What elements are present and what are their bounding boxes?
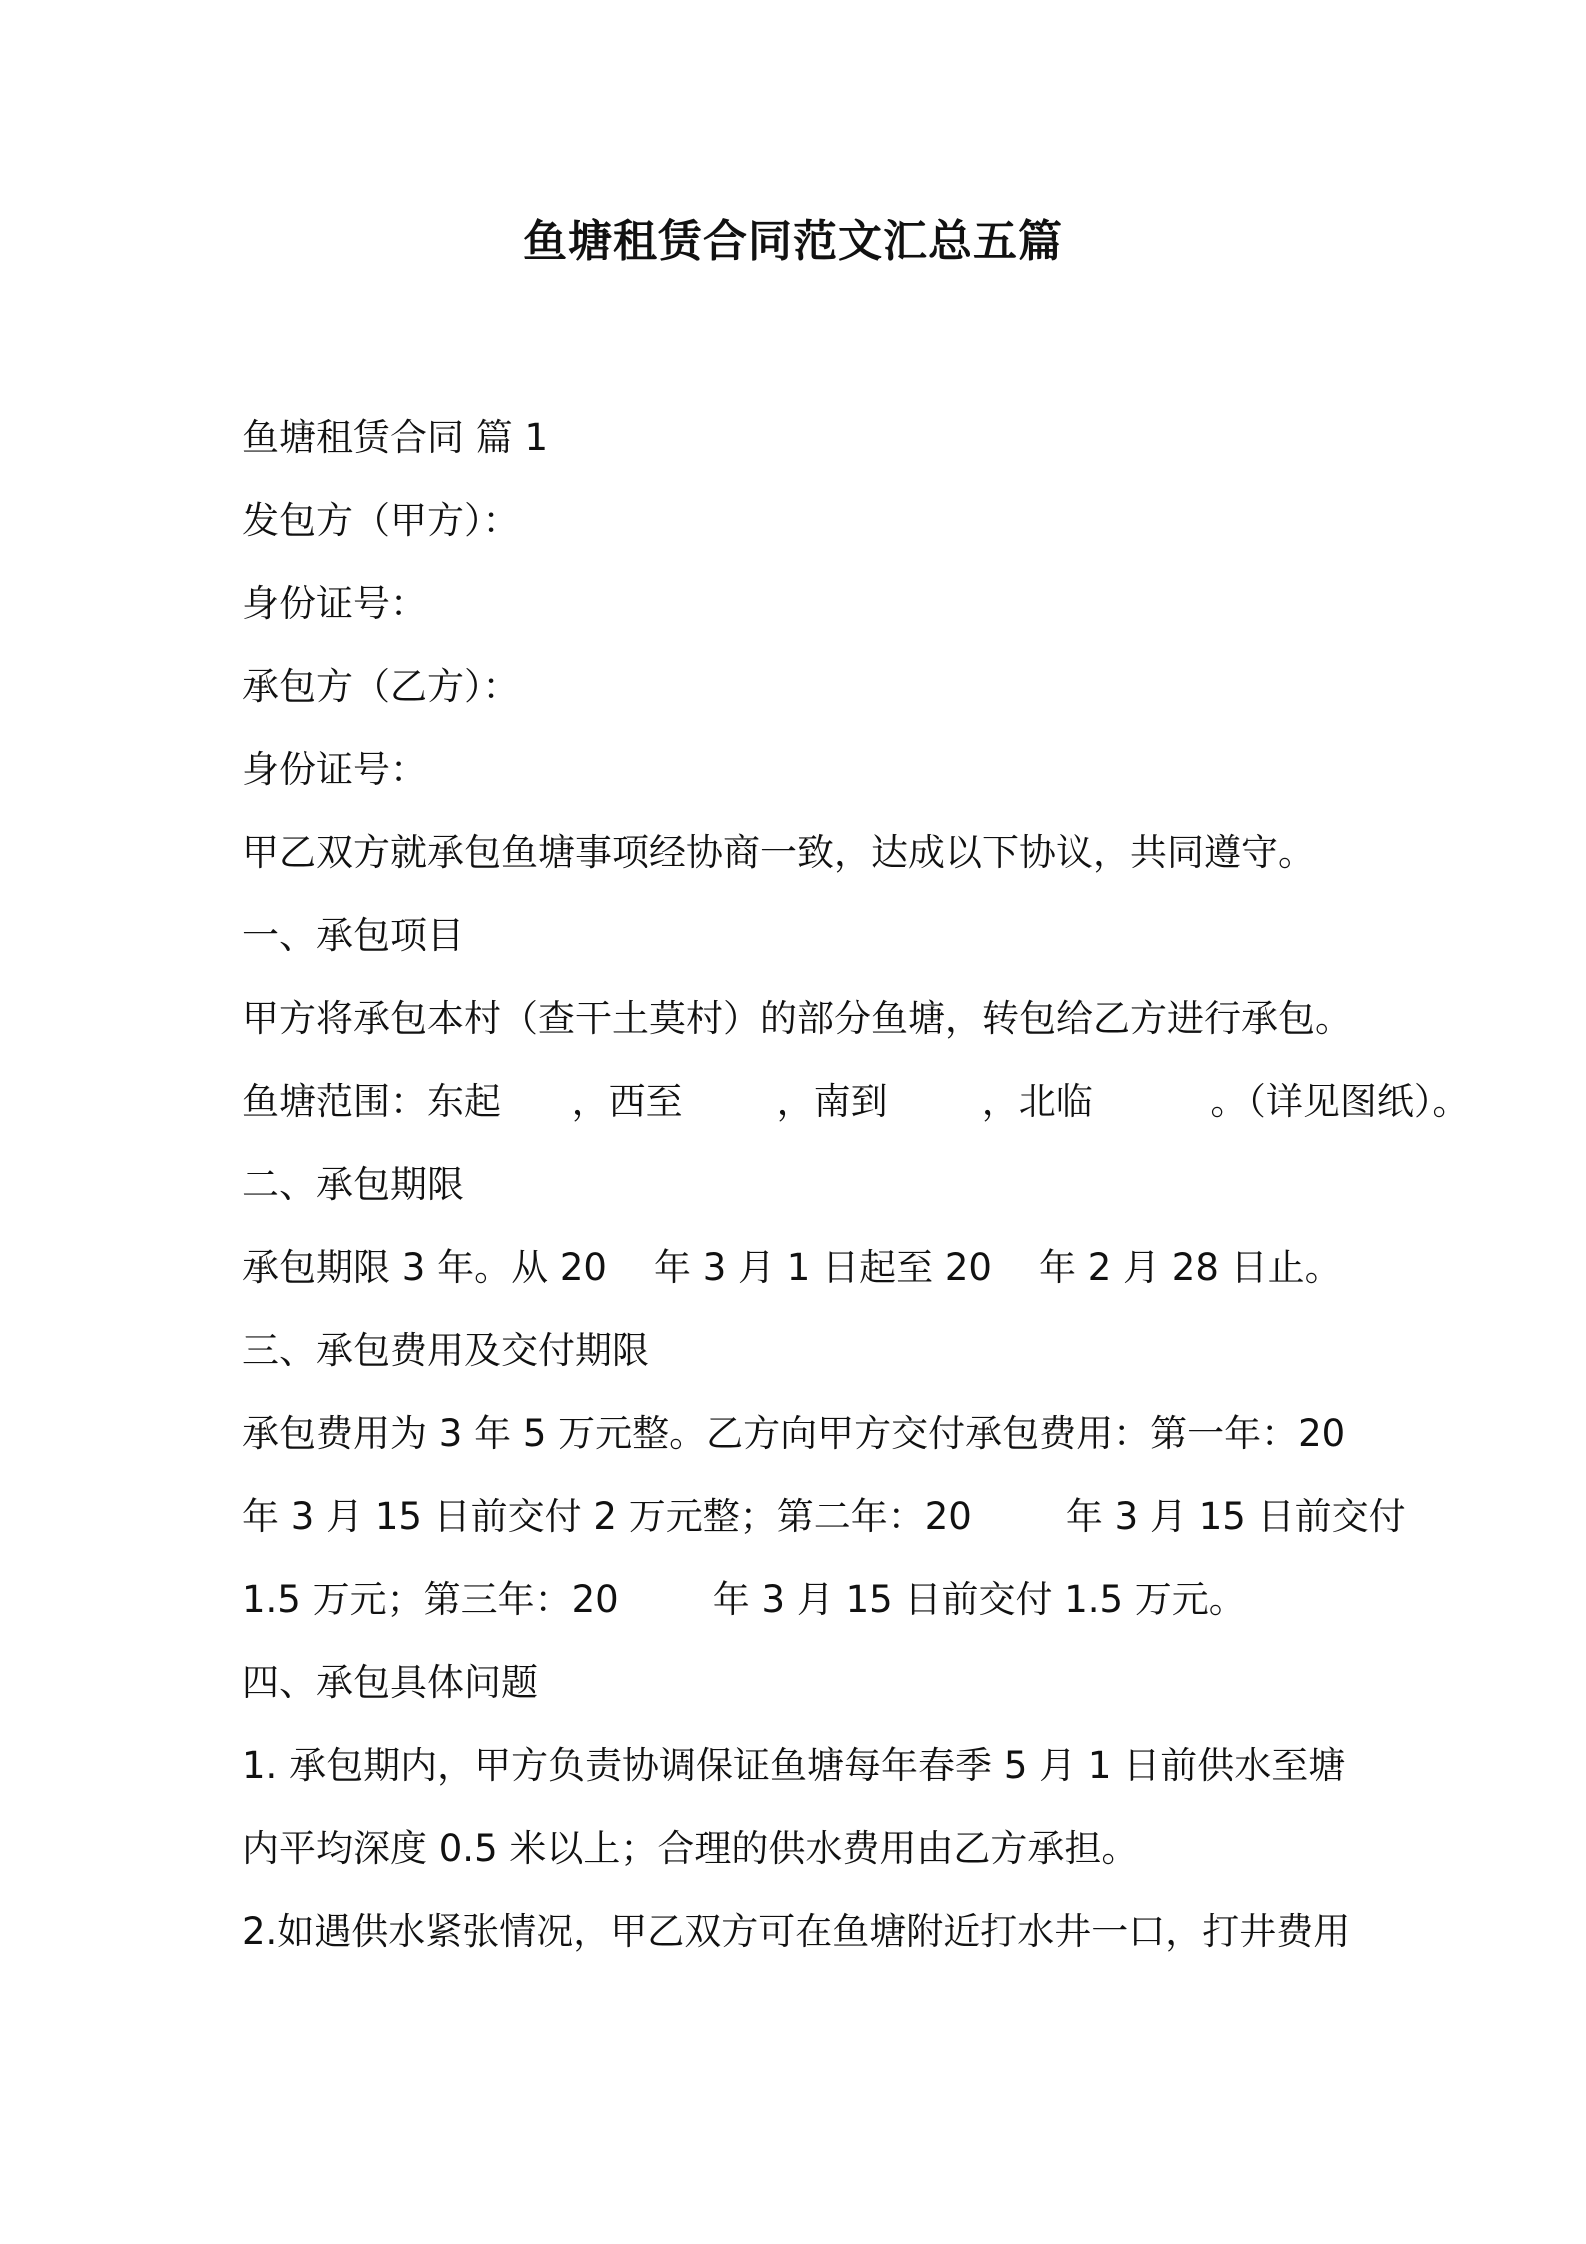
agreement-intro: 甲乙双方就承包鱼塘事项经协商一致，达成以下协议，共同遵守。 — [242, 831, 1315, 874]
pond-boundaries: 鱼塘范围：东起 ，西至 ，南到 ，北临 。（详见图纸）。 — [242, 1080, 1470, 1123]
issue-1-line: 1. 承包期内，甲方负责协调保证鱼塘每年春季 5 月 1 日前供水至塘 — [242, 1744, 1346, 1787]
section-heading-project: 一、承包项目 — [242, 914, 464, 957]
term-paragraph: 承包期限 3 年。从 20 年 3 月 1 日起至 20 年 2 月 28 日止。 — [242, 1246, 1342, 1289]
section-heading-article-1: 鱼塘租赁合同 篇 1 — [242, 416, 549, 459]
section-heading-fees: 三、承包费用及交付期限 — [242, 1329, 649, 1372]
project-paragraph: 甲方将承包本村（查干土莫村）的部分鱼塘，转包给乙方进行承包。 — [242, 997, 1352, 1040]
issue-2-line: 2.如遇供水紧张情况，甲乙双方可在鱼塘附近打水井一口，打井费用 — [242, 1910, 1351, 1953]
section-heading-term: 二、承包期限 — [242, 1163, 464, 1206]
issue-1-line: 内平均深度 0.5 米以上；合理的供水费用由乙方承担。 — [242, 1827, 1139, 1870]
party-b-label: 承包方（乙方）： — [242, 665, 520, 708]
fees-paragraph-line: 1.5 万元；第三年：20 年 3 月 15 日前交付 1.5 万元。 — [242, 1578, 1246, 1621]
fees-paragraph-line: 承包费用为 3 年 5 万元整。乙方向甲方交付承包费用：第一年：20 — [242, 1412, 1346, 1455]
party-a-id-label: 身份证号： — [242, 582, 427, 625]
document-body — [242, 408, 1470, 1985]
section-heading-issues: 四、承包具体问题 — [242, 1661, 538, 1704]
fees-paragraph-line: 年 3 月 15 日前交付 2 万元整；第二年：20 年 3 月 15 日前交付 — [242, 1495, 1406, 1538]
party-b-id-label: 身份证号： — [242, 748, 427, 791]
party-a-label: 发包方（甲方）： — [242, 499, 520, 542]
document-title: 鱼塘租赁合同范文汇总五篇 — [523, 216, 1063, 267]
